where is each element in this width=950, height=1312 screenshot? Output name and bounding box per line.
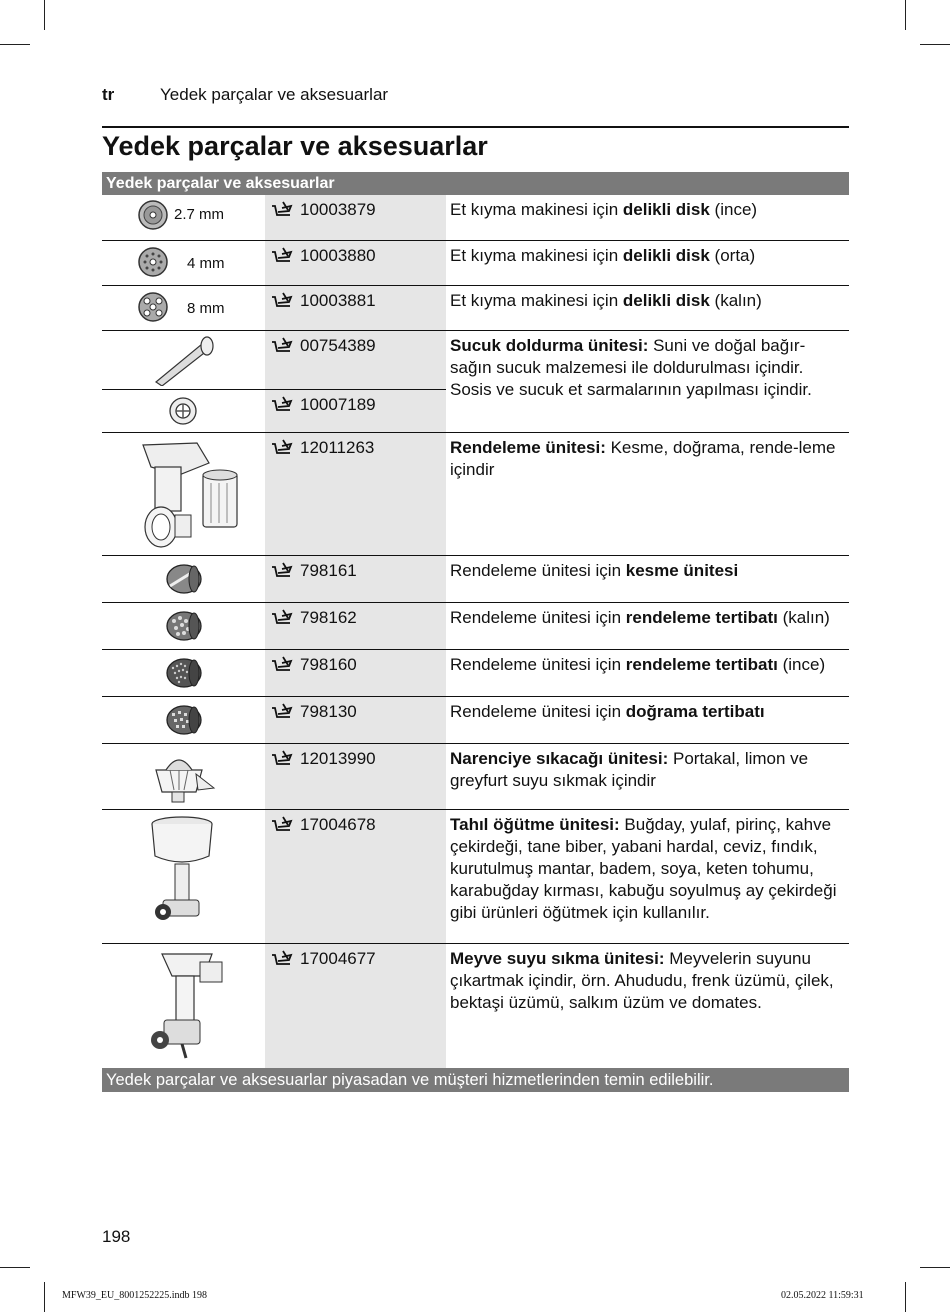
cart-icon bbox=[271, 291, 293, 309]
sausage-group bbox=[102, 331, 849, 433]
cart-icon bbox=[271, 655, 293, 673]
cart-icon bbox=[271, 246, 293, 264]
perforated-disc-coarse-icon bbox=[137, 291, 169, 323]
parts-table bbox=[102, 172, 849, 1092]
part-number: 10003881 bbox=[300, 291, 376, 310]
table-row bbox=[102, 650, 849, 697]
part-number: 798161 bbox=[300, 561, 357, 580]
part-description: Tahıl öğütme ünitesi: Buğday, yulaf, pirinç, kahve çekirdeği, tane biber, yabani hardal, ceviz, fındık, kurutulmuş mantar, badem, soya, keten tohumu, karabuğday kırması, kabuğu soyulmuş ay çekirdeği gibi ürünleri öğütmek için kullanılır. bbox=[450, 815, 837, 922]
crop-mark bbox=[905, 0, 906, 30]
part-description: Rendeleme ünitesi: Kesme, doğrama, rende-leme içindir bbox=[450, 438, 836, 479]
cart-icon bbox=[271, 200, 293, 218]
cart-icon bbox=[271, 608, 293, 626]
table-heading: Yedek parçalar ve aksesuarlar bbox=[102, 172, 849, 195]
table-row bbox=[102, 195, 849, 241]
part-number: 10003879 bbox=[300, 200, 376, 219]
crop-mark bbox=[44, 0, 45, 30]
table-row bbox=[102, 556, 849, 603]
part-description: Rendeleme ünitesi için kesme ünitesi bbox=[450, 561, 739, 580]
crop-mark bbox=[920, 1267, 950, 1268]
sausage-horn-icon bbox=[152, 336, 218, 386]
disc-size-label: 4 mm bbox=[187, 255, 225, 272]
crop-mark bbox=[0, 44, 30, 45]
part-description: Rendeleme ünitesi için doğrama tertibatı bbox=[450, 702, 765, 721]
cart-icon bbox=[271, 336, 293, 354]
part-description: Rendeleme ünitesi için rendeleme tertibatı (ince) bbox=[450, 655, 826, 674]
disc-size-label: 8 mm bbox=[187, 300, 225, 317]
crop-mark bbox=[0, 1267, 30, 1268]
perforated-disc-fine-icon bbox=[137, 199, 169, 231]
juicer-icon bbox=[142, 948, 232, 1062]
page-title: Yedek parçalar ve aksesuarlar bbox=[102, 131, 488, 161]
cart-icon bbox=[271, 815, 293, 833]
table-row bbox=[102, 810, 849, 944]
cart-icon bbox=[271, 749, 293, 767]
page-number: 198 bbox=[102, 1227, 131, 1246]
perforated-disc-medium-icon bbox=[137, 246, 169, 278]
language-code: tr bbox=[102, 85, 115, 104]
part-number: 17004678 bbox=[300, 815, 376, 834]
cart-icon bbox=[271, 949, 293, 967]
part-description: Meyve suyu sıkma ünitesi: Meyvelerin suyunu çıkartmak içindir, örn. Ahududu, frenk üzümü, çilek, bektaşi üzümü, salkım üzüm ve domates. bbox=[450, 949, 834, 1012]
part-number: 12011263 bbox=[300, 438, 375, 457]
sausage-ring-icon bbox=[168, 396, 198, 426]
running-header: Yedek parçalar ve aksesuarlar bbox=[160, 85, 389, 104]
print-timestamp: 02.05.2022 11:59:31 bbox=[781, 1290, 864, 1301]
part-description: Et kıyma makinesi için delikli disk (orta) bbox=[450, 246, 756, 265]
grain-mill-icon bbox=[147, 816, 237, 930]
part-number: 798160 bbox=[300, 655, 357, 674]
part-description: Et kıyma makinesi için delikli disk (kalın) bbox=[450, 291, 762, 310]
crop-mark bbox=[905, 1282, 906, 1312]
table-row bbox=[102, 433, 849, 556]
cart-icon bbox=[271, 438, 293, 456]
table-row bbox=[102, 744, 849, 810]
table-row bbox=[102, 286, 849, 331]
crop-mark bbox=[44, 1282, 45, 1312]
part-number: 798162 bbox=[300, 608, 357, 627]
cart-icon bbox=[271, 395, 293, 413]
coarse-grating-drum-icon bbox=[164, 609, 204, 643]
cart-icon bbox=[271, 702, 293, 720]
part-number: 10003880 bbox=[300, 246, 376, 265]
part-number: 00754389 bbox=[300, 336, 376, 355]
slicing-drum-icon bbox=[164, 562, 204, 596]
title-rule bbox=[102, 126, 849, 128]
cart-icon bbox=[271, 561, 293, 579]
table-footer-note: Yedek parçalar ve aksesuarlar piyasadan ve müşteri hizmetlerinden temin edilebilir. bbox=[102, 1068, 849, 1092]
table-row bbox=[102, 603, 849, 650]
crop-mark bbox=[920, 44, 950, 45]
table-row bbox=[102, 241, 849, 286]
part-description: Et kıyma makinesi için delikli disk (ince) bbox=[450, 200, 758, 219]
grating-unit-icon bbox=[137, 437, 247, 551]
citrus-press-icon bbox=[152, 750, 218, 806]
part-description: Rendeleme ünitesi için rendeleme tertibatı (kalın) bbox=[450, 608, 830, 627]
table-row bbox=[102, 697, 849, 744]
part-description: Narenciye sıkacağı ünitesi: Portakal, limon ve greyfurt suyu sıkmak içindir bbox=[450, 749, 809, 790]
part-number: 12013990 bbox=[300, 749, 376, 768]
part-number: 10007189 bbox=[300, 395, 376, 414]
disc-size-label: 2.7 mm bbox=[174, 206, 225, 223]
chopping-drum-icon bbox=[164, 703, 204, 737]
part-description: Sucuk doldurma ünitesi: Suni ve doğal bağır-sağın sucuk malzemesi ile doldurulması içindir. Sosis ve sucuk et sarmalarının yapılması içindir. bbox=[450, 336, 812, 399]
part-number: 798130 bbox=[300, 702, 357, 721]
table-row bbox=[102, 944, 849, 1068]
part-number: 17004677 bbox=[300, 949, 376, 968]
print-file-info: MFW39_EU_8001252225.indb 198 bbox=[62, 1290, 207, 1301]
fine-grating-drum-icon bbox=[164, 656, 204, 690]
